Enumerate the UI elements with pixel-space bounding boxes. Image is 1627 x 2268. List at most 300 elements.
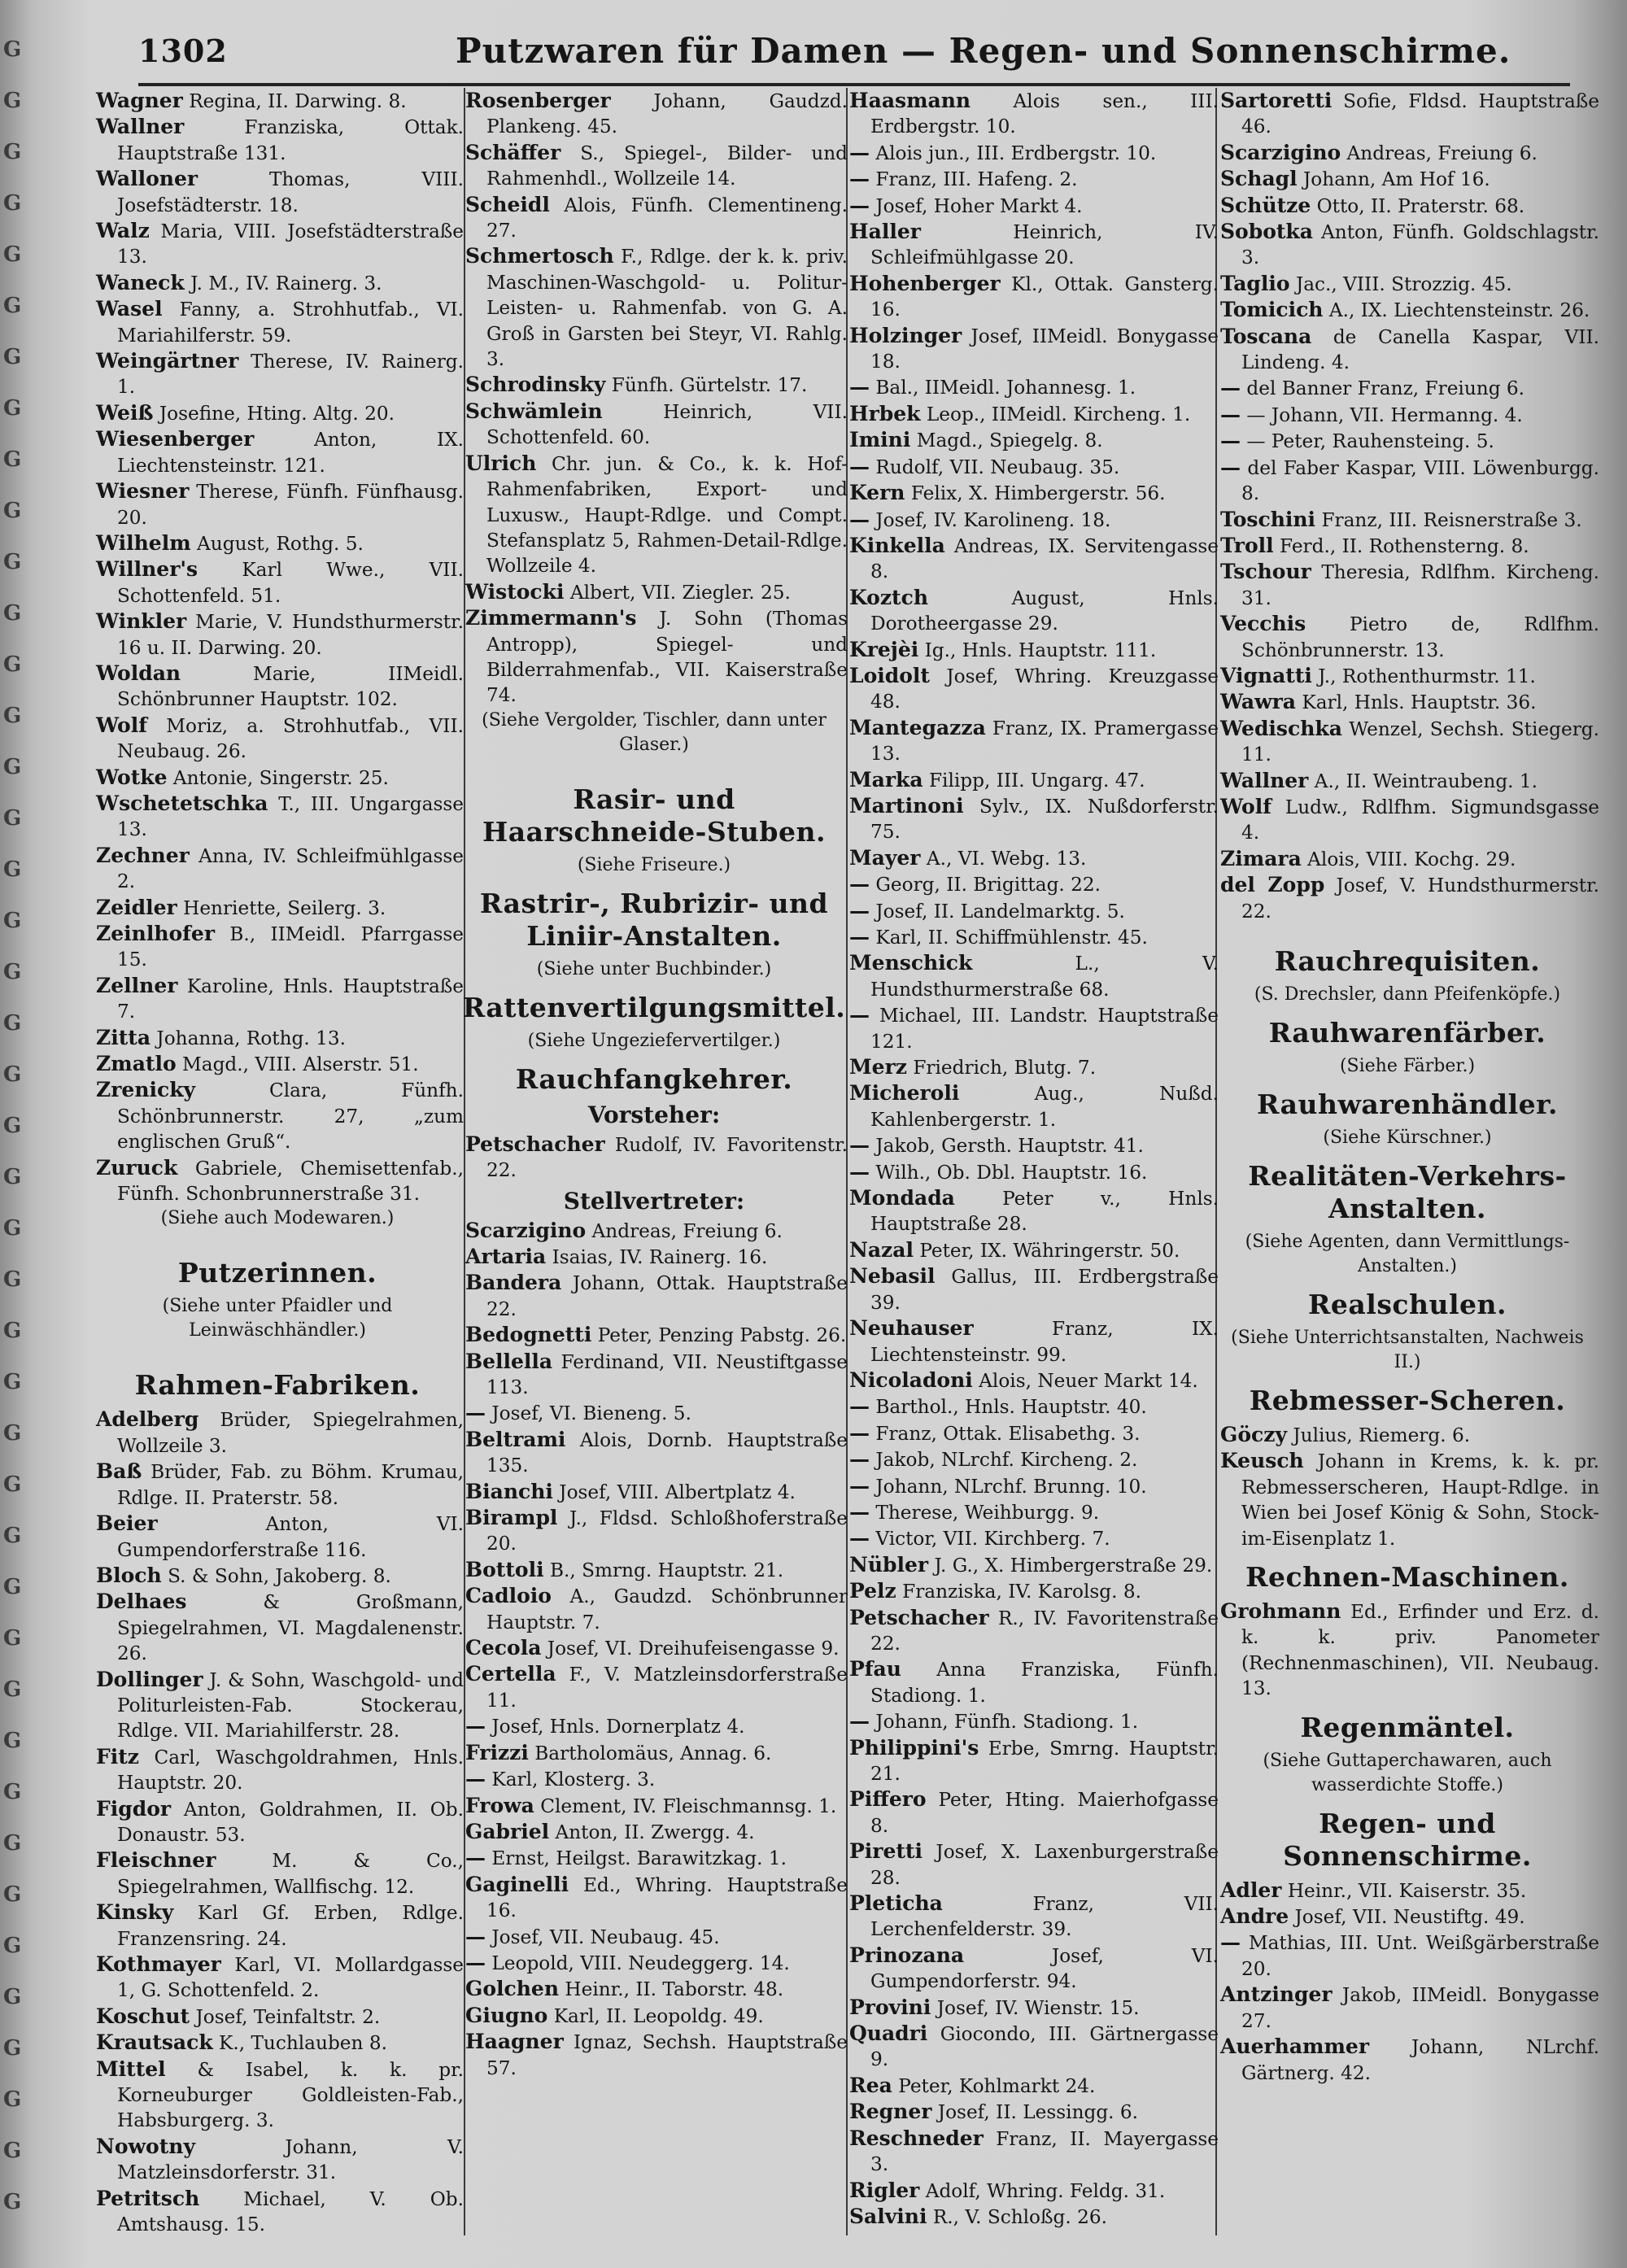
directory-entry bbox=[91, 556, 464, 608]
section-heading: Regen- und Sonnenschirme. bbox=[1283, 1807, 1532, 1872]
column-4 bbox=[1215, 88, 1599, 2244]
section-heading: Putzerinnen. bbox=[177, 1257, 377, 1289]
edge-mark: G bbox=[3, 1626, 22, 1651]
entry-name: Bellella bbox=[465, 1349, 553, 1373]
entry-name: Rigler bbox=[849, 2178, 920, 2202]
entry-name: — bbox=[1220, 455, 1241, 479]
entry-name: Fleischner bbox=[96, 1848, 216, 1873]
entry-name: — bbox=[849, 898, 870, 922]
entry-details: Josef, Hoher Markt 4. bbox=[875, 194, 1083, 217]
edge-mark: G bbox=[3, 1831, 22, 1856]
directory-entry bbox=[1215, 872, 1599, 924]
entry-name: Tomicich bbox=[1220, 298, 1324, 322]
edge-mark: G bbox=[3, 806, 22, 831]
entry-details: Leop., IIMeidl. Kircheng. 1. bbox=[926, 403, 1191, 425]
entry-details: Josef, VI. Dreihufeisengasse 9. bbox=[547, 1638, 840, 1660]
directory-entry bbox=[844, 1525, 1219, 1551]
entry-name: Wiesner bbox=[96, 479, 190, 504]
entry-name: Zeidler bbox=[96, 895, 177, 919]
entry-details: Otto, II. Praterstr. 68. bbox=[1316, 194, 1525, 217]
entry-details: Josef, V. Hundsthurmerstr. 22. bbox=[1241, 874, 1599, 922]
entry-details: Alois, VIII. Kochg. 29. bbox=[1307, 848, 1516, 870]
edge-mark: G bbox=[3, 2190, 22, 2214]
entry-details: J., Rothenthurmstr. 11. bbox=[1318, 665, 1536, 687]
directory-entry bbox=[844, 1054, 1219, 1080]
directory-entry bbox=[844, 454, 1219, 480]
entry-name: Rosenberger bbox=[465, 89, 611, 112]
entry-name: Cadloio bbox=[465, 1584, 552, 1608]
directory-entry bbox=[844, 166, 1219, 192]
entry-name: Wagner bbox=[96, 89, 183, 112]
entry-details: Anton, Goldrahmen, II. Ob. Donaustr. 53. bbox=[117, 1798, 464, 1846]
directory-entry bbox=[460, 1872, 848, 1924]
entry-details: Rudolf, IV. Favoritenstr. 22. bbox=[486, 1133, 848, 1182]
entry-details: Johann, NLrchf. Brunng. 10. bbox=[875, 1475, 1147, 1498]
cross-reference-note: (Siehe unter Buchbinder.) bbox=[536, 958, 772, 979]
edge-mark: G bbox=[3, 447, 22, 472]
entry-details: S. & Sohn, Jakoberg. 8. bbox=[168, 1564, 391, 1587]
entry-details: & Großmann, Spiegelrahmen, VI. Magdalenenstr. 26. bbox=[117, 1591, 464, 1665]
entry-name: del Zopp bbox=[1220, 873, 1325, 897]
directory-entry bbox=[1215, 1422, 1599, 1448]
entry-details: Karl, Hnls. Hauptstr. 36. bbox=[1302, 691, 1537, 714]
entry-details: Alois sen., III. Erdbergstr. 10. bbox=[870, 90, 1219, 138]
cross-reference-note: (Siehe Friseure.) bbox=[577, 854, 731, 875]
entry-details: Anna, IV. Schleifmühlgasse 2. bbox=[117, 844, 464, 893]
entry-name: Vecchis bbox=[1220, 612, 1306, 636]
directory-entry bbox=[460, 1583, 848, 1635]
entry-name: Nicoladoni bbox=[849, 1367, 973, 1392]
entry-name: Martinoni bbox=[849, 793, 964, 818]
entry-name: Mantegazza bbox=[849, 715, 986, 739]
entry-name: Willner's bbox=[96, 557, 198, 582]
entry-name: Petritsch bbox=[96, 2186, 200, 2210]
entry-name: Taglio bbox=[1220, 271, 1290, 295]
entry-name: Wedischka bbox=[1220, 716, 1342, 740]
entry-name: Schagl bbox=[1220, 167, 1298, 191]
cross-reference-note: (Siehe Kürschner.) bbox=[1323, 1127, 1492, 1148]
section-heading: Rasir- und Haarschneide-Stuben. bbox=[482, 783, 826, 848]
section-heading: Rauchrequisiten. bbox=[1274, 945, 1541, 977]
section-heading: Rechnen-Maschinen. bbox=[1245, 1561, 1569, 1594]
directory-entry bbox=[844, 1394, 1219, 1420]
directory-entry bbox=[91, 1744, 464, 1796]
spacer bbox=[91, 1236, 464, 1247]
entry-name: Dollinger bbox=[96, 1667, 203, 1691]
entry-name: — bbox=[849, 1473, 870, 1498]
edge-mark: G bbox=[3, 1472, 22, 1497]
entry-details: Ferd., II. Rothensterng. 8. bbox=[1280, 534, 1529, 557]
entry-details: Ludw., Rdlfhm. Sigmundsgasse 4. bbox=[1241, 796, 1599, 844]
entry-name: Wolf bbox=[1220, 794, 1272, 818]
entry-name: Petschacher bbox=[465, 1132, 605, 1156]
entry-details: Johann, Am Hof 16. bbox=[1303, 168, 1490, 191]
entry-details: Maria, VIII. Josefstädterstraße 13. bbox=[117, 220, 464, 268]
entry-name: Gabriel bbox=[465, 1819, 550, 1843]
entry-name: — bbox=[849, 1394, 870, 1419]
entry-details: Josef, IV. Wienstr. 15. bbox=[936, 1996, 1140, 2019]
entry-name: Merz bbox=[849, 1055, 907, 1079]
entry-details: Josef, VI. Gumpendorferstr. 94. bbox=[870, 1944, 1219, 1993]
entry-details: J., Fldsd. Schloßhoferstraße 20. bbox=[486, 1507, 848, 1555]
entry-details: J. & Sohn, Waschgold- und Politurleisten-Fab. Stockerau, Rdlge. VII. Mariahilferstr. 28. bbox=[117, 1668, 464, 1742]
entry-details: Mathias, III. Unt. Weißgärberstraße 20. bbox=[1241, 1932, 1599, 1980]
entry-details: Ed., Erfinder und Erz. d. k. k. priv. Panometer (Rechnenmaschinen), VII. Neubaug. 13. bbox=[1241, 1601, 1599, 1700]
directory-entry bbox=[91, 426, 464, 478]
directory-entry bbox=[460, 1479, 848, 1505]
entry-details: Aug., Nußd. Kahlenbergerstr. 1. bbox=[870, 1083, 1219, 1131]
entry-name: Schmertosch bbox=[465, 244, 614, 268]
entry-name: Kern bbox=[849, 481, 905, 505]
entry-details: Michael, V. Ob. Amtshausg. 15. bbox=[117, 2187, 464, 2236]
directory-entry bbox=[844, 1891, 1219, 1943]
directory-entry bbox=[91, 1155, 464, 1207]
entry-details: Anton, IX. Liechtensteinstr. 121. bbox=[117, 429, 464, 477]
entry-details: Josef, VII. Neustiftg. 49. bbox=[1294, 1906, 1525, 1929]
directory-entry bbox=[91, 1077, 464, 1154]
entry-name: Piretti bbox=[849, 1839, 923, 1864]
directory-entry bbox=[1215, 716, 1599, 768]
entry-name: Bloch bbox=[96, 1563, 162, 1587]
entry-name: — bbox=[849, 1003, 870, 1027]
entry-name: Pfau bbox=[849, 1657, 901, 1681]
edge-mark: G bbox=[3, 345, 22, 369]
entry-name: Wasel bbox=[96, 297, 163, 321]
entry-details: R., V. Schloßg. 26. bbox=[932, 2205, 1107, 2228]
entry-name: Weingärtner bbox=[96, 349, 239, 373]
directory-entry bbox=[460, 372, 848, 398]
entry-details: Sofie, Fldsd. Hauptstraße 46. bbox=[1241, 90, 1599, 138]
entry-details: K., Tuchlauben 8. bbox=[219, 2032, 387, 2055]
entry-name: Winkler bbox=[96, 609, 187, 634]
entry-name: — bbox=[465, 1767, 486, 1791]
directory-entry bbox=[1215, 375, 1599, 401]
entry-name: Wistocki bbox=[465, 579, 565, 604]
directory-entry bbox=[460, 1218, 848, 1244]
entry-name: Fitz bbox=[96, 1744, 139, 1769]
entry-details: Karl, Klosterg. 3. bbox=[491, 1769, 656, 1791]
entry-details: Johann, Fünfh. Stadiong. 1. bbox=[875, 1711, 1139, 1734]
edge-mark: G bbox=[3, 704, 22, 728]
entry-details: Peter v., Hnls. Hauptstraße 28. bbox=[870, 1188, 1219, 1236]
entry-details: Ed., Whring. Hauptstraße 16. bbox=[486, 1873, 848, 1922]
directory-entry bbox=[91, 2134, 464, 2186]
entry-name: Scarzigino bbox=[1220, 140, 1341, 164]
cross-reference-note: (Siehe Vergolder, Tischler, dann unter Glaser.) bbox=[482, 709, 827, 755]
entry-name: Delhaes bbox=[96, 1590, 187, 1614]
cross-reference-note: (Siehe auch Modewaren.) bbox=[160, 1208, 395, 1229]
entry-details: Franz, III. Reisnerstraße 3. bbox=[1321, 508, 1582, 531]
directory-entry bbox=[844, 427, 1219, 453]
entry-details: Alois jun., III. Erdbergstr. 10. bbox=[875, 142, 1157, 164]
directory-entry bbox=[1215, 794, 1599, 846]
directory-entry bbox=[844, 271, 1219, 323]
edge-mark: G bbox=[3, 89, 22, 113]
cross-reference-note: (Siehe Ungeziefervertilger.) bbox=[527, 1030, 781, 1051]
cross-reference-note: (Siehe Agenten, dann Vermittlungs-Anstalten.) bbox=[1245, 1232, 1570, 1276]
entry-name: Keusch bbox=[1220, 1449, 1304, 1473]
directory-entry bbox=[1215, 193, 1599, 219]
entry-name: Artaria bbox=[465, 1244, 547, 1268]
entry-name: Andre bbox=[1220, 1904, 1289, 1929]
entry-name: Beltrami bbox=[465, 1427, 566, 1451]
entry-name: Frizzi bbox=[465, 1740, 529, 1764]
directory-entry bbox=[460, 1845, 848, 1871]
entry-details: Alois, Dornb. Hauptstraße 135. bbox=[486, 1428, 848, 1477]
entry-details: J. Sohn (Thomas Antropp), Spiegel- und Bilderrahmenfab., VII. Kaiserstraße 74. bbox=[486, 608, 848, 707]
edge-mark: G bbox=[3, 1319, 22, 1343]
directory-entry bbox=[1215, 611, 1599, 663]
directory-entry bbox=[1215, 1904, 1599, 1930]
entry-name: Micheroli bbox=[849, 1081, 960, 1106]
entry-details: Anton, II. Zwergg. 4. bbox=[555, 1821, 755, 1843]
entry-name: Neuhauser bbox=[849, 1316, 974, 1341]
page-edge-marks bbox=[3, 24, 39, 2228]
edge-mark: G bbox=[3, 857, 22, 882]
directory-entry bbox=[844, 1995, 1219, 2021]
entry-details: August, Hnls. Dorotheergasse 29. bbox=[870, 587, 1219, 635]
entry-details: Josef, IV. Karolineng. 18. bbox=[875, 508, 1111, 531]
directory-entry bbox=[460, 1950, 848, 1976]
entry-name: Zechner bbox=[96, 843, 190, 867]
entry-name: Troll bbox=[1220, 533, 1274, 557]
entry-details: Josef, IIMeidl. Bonygasse 18. bbox=[870, 325, 1219, 373]
directory-entry bbox=[1215, 1930, 1599, 1982]
entry-name: Göczy bbox=[1220, 1423, 1287, 1446]
directory-entry bbox=[91, 1407, 464, 1459]
entry-name: Krejèi bbox=[849, 637, 919, 661]
directory-entry bbox=[844, 88, 1219, 140]
directory-entry bbox=[91, 478, 464, 530]
edge-mark: G bbox=[3, 909, 22, 933]
entry-name: Menschick bbox=[849, 951, 973, 975]
spacer bbox=[1215, 924, 1599, 936]
directory-entry bbox=[91, 296, 464, 348]
entry-name: Zuruck bbox=[96, 1155, 178, 1180]
cross-reference-note: (Siehe Unterrichtsanstalten, Nachweis II.) bbox=[1231, 1328, 1584, 1372]
section-heading: Rastrir-, Rubrizir- und Liniir-Anstalten. bbox=[479, 887, 829, 952]
entry-details: Giocondo, III. Gärtnergasse 9. bbox=[870, 2023, 1219, 2071]
entry-details: Magd., Spiegelg. 8. bbox=[916, 430, 1103, 452]
edge-mark: G bbox=[3, 1934, 22, 1958]
directory-entry bbox=[1215, 663, 1599, 689]
directory-entry bbox=[460, 2029, 848, 2081]
entry-details: Jac., VIII. Strozzig. 45. bbox=[1295, 273, 1512, 295]
entry-details: R., IV. Favoritenstraße 22. bbox=[870, 1607, 1219, 1655]
edge-mark: G bbox=[3, 1575, 22, 1599]
edge-mark: G bbox=[3, 652, 22, 677]
entry-name: — bbox=[849, 1133, 870, 1158]
directory-entry bbox=[460, 88, 848, 140]
directory-entry bbox=[844, 1263, 1219, 1315]
directory-entry bbox=[460, 192, 848, 244]
entry-details: Johann, V. Matzleinsdorferstr. 31. bbox=[117, 2135, 464, 2184]
entry-name: Schäffer bbox=[465, 140, 561, 164]
directory-entry bbox=[1215, 559, 1599, 611]
directory-entry bbox=[844, 507, 1219, 533]
entry-details: Therese, Weihburgg. 9. bbox=[875, 1501, 1100, 1524]
entry-details: Heinrich, IV. Schleifmühlgasse 20. bbox=[870, 221, 1219, 269]
edge-mark: G bbox=[3, 1370, 22, 1394]
directory-entry bbox=[460, 579, 848, 605]
directory-entry bbox=[91, 921, 464, 973]
entry-name: — bbox=[849, 1159, 870, 1184]
directory-entry bbox=[460, 1400, 848, 1426]
entry-name: Imini bbox=[849, 428, 911, 452]
edge-mark: G bbox=[3, 396, 22, 421]
entry-details: Theresia, Rdlfhm. Kircheng. 31. bbox=[1241, 561, 1599, 609]
directory-entry bbox=[1215, 1448, 1599, 1551]
entry-details: Marie, IIMeidl. Schönbrunner Hauptstr. 102. bbox=[117, 662, 464, 711]
edge-mark: G bbox=[3, 294, 22, 318]
directory-entry bbox=[91, 1511, 464, 1563]
edge-mark: G bbox=[3, 1780, 22, 1804]
entry-details: Brüder, Spiegelrahmen, Wollzeile 3. bbox=[117, 1409, 464, 1457]
directory-entry bbox=[844, 2073, 1219, 2099]
entry-details: del Banner Franz, Freiung 6. bbox=[1246, 377, 1525, 400]
entry-name: Kinkella bbox=[849, 533, 945, 557]
entry-name: Zitta bbox=[96, 1025, 151, 1049]
entry-details: Franziska, IV. Karolsg. 8. bbox=[902, 1581, 1141, 1603]
directory-entry bbox=[91, 348, 464, 400]
entry-name: Hohenberger bbox=[849, 271, 1001, 295]
entry-name: — bbox=[849, 1526, 870, 1551]
edge-mark: G bbox=[3, 37, 22, 62]
edge-mark: G bbox=[3, 1985, 22, 2009]
entry-name: Vignatti bbox=[1220, 663, 1312, 687]
entry-details: Bartholomäus, Annag. 6. bbox=[534, 1742, 772, 1764]
edge-mark: G bbox=[3, 242, 22, 267]
edge-mark: G bbox=[3, 1267, 22, 1292]
entry-details: Henriette, Seilerg. 3. bbox=[183, 896, 386, 919]
entry-name: — bbox=[849, 167, 870, 191]
entry-name: Salvini bbox=[849, 2204, 927, 2228]
directory-entry bbox=[1215, 455, 1599, 507]
section-subheading: Vorsteher: bbox=[587, 1101, 721, 1128]
entry-name: Reschneder bbox=[849, 2126, 984, 2150]
directory-entry bbox=[91, 1667, 464, 1744]
directory-entry bbox=[844, 1002, 1219, 1054]
entry-name: Mittel bbox=[96, 2056, 166, 2081]
entry-name: — bbox=[849, 140, 870, 164]
entry-details: L., V. Hundsthurmerstraße 68. bbox=[870, 953, 1219, 1001]
entry-details: A., VI. Webg. 13. bbox=[926, 847, 1087, 870]
entry-details: Friedrich, Blutg. 7. bbox=[913, 1057, 1097, 1079]
section-heading: Rattenvertilgungsmittel. bbox=[462, 991, 846, 1023]
directory-entry bbox=[844, 1499, 1219, 1525]
entry-name: Figdor bbox=[96, 1796, 172, 1821]
entry-name: Beier bbox=[96, 1511, 158, 1536]
entry-details: B., Smrng. Hauptstr. 21. bbox=[549, 1559, 784, 1581]
entry-details: Johann in Krems, k. k. pr. Rebmesserscheren, Haupt-Rdlge. in Wien bei Josef König & Sohn, Stock-im-Eisenplatz 1. bbox=[1241, 1450, 1599, 1550]
entry-name: Bedognetti bbox=[465, 1323, 592, 1347]
entry-details: Johann, NLrchf. Gärtnerg. 42. bbox=[1241, 2036, 1599, 2084]
entry-details: Andreas, Freiung 6. bbox=[591, 1219, 783, 1242]
directory-entry bbox=[1215, 140, 1599, 166]
edge-mark: G bbox=[3, 2087, 22, 2112]
entry-name: — bbox=[465, 1714, 486, 1738]
directory-entry bbox=[1215, 689, 1599, 715]
entry-name: Grohmann bbox=[1220, 1599, 1341, 1624]
directory-entry bbox=[91, 713, 464, 765]
directory-entry bbox=[844, 924, 1219, 950]
edge-mark: G bbox=[3, 601, 22, 626]
entry-name: Haasmann bbox=[849, 89, 971, 112]
entry-name: Wschetetschka bbox=[96, 791, 268, 815]
section-heading: Realschulen. bbox=[1307, 1289, 1507, 1320]
entry-name: Regner bbox=[849, 2100, 932, 2124]
entry-details: Therese, IV. Rainerg. 1. bbox=[117, 351, 464, 399]
entry-details: Peter, Penzing Pabstg. 26. bbox=[597, 1324, 847, 1347]
directory-entry bbox=[91, 973, 464, 1025]
edge-mark: G bbox=[3, 191, 22, 216]
entry-details: Erbe, Smrng. Hauptstr. 21. bbox=[870, 1737, 1219, 1785]
directory-entry bbox=[460, 1635, 848, 1661]
entry-name: — bbox=[849, 193, 870, 217]
entry-name: Scheidl bbox=[465, 192, 550, 216]
entry-name: Golchen bbox=[465, 1977, 560, 2001]
entry-name: Nübler bbox=[849, 1552, 929, 1577]
cross-reference-note: (Siehe unter Pfaidler und Leinwäschhändler.) bbox=[162, 1296, 393, 1341]
entry-details: Franz, III. Hafeng. 2. bbox=[875, 168, 1078, 191]
entry-details: M. & Co., Spiegelrahmen, Wallfischg. 12. bbox=[117, 1850, 464, 1898]
entry-details: Heinr., VII. Kaiserstr. 35. bbox=[1287, 1879, 1527, 1902]
directory-entry bbox=[844, 898, 1219, 924]
directory-entry bbox=[460, 140, 848, 192]
entry-details: Clara, Fünfh. Schönbrunnerstr. 27, „zum englischen Gruß“. bbox=[117, 1079, 464, 1154]
section-heading: Regenmäntel. bbox=[1300, 1711, 1515, 1743]
entry-name: Adler bbox=[1220, 1878, 1282, 1902]
directory-entry bbox=[1215, 2034, 1599, 2086]
directory-entry bbox=[91, 1847, 464, 1899]
directory-entry bbox=[460, 451, 848, 579]
entry-name: Mayer bbox=[849, 845, 921, 870]
entry-name: Wallner bbox=[1220, 768, 1309, 792]
directory-entry bbox=[91, 791, 464, 843]
entry-details: Franz, II. Mayergasse 3. bbox=[870, 2127, 1219, 2176]
entry-name: Quadri bbox=[849, 2022, 928, 2046]
entry-details: Antonie, Singerstr. 25. bbox=[172, 766, 389, 789]
entry-name: Provini bbox=[849, 1995, 931, 2019]
section-heading: Rahmen-Fabriken. bbox=[134, 1369, 421, 1402]
entry-name: Nebasil bbox=[849, 1264, 936, 1289]
directory-entry bbox=[844, 1132, 1219, 1158]
entry-name: — bbox=[849, 507, 870, 531]
directory-entry bbox=[844, 533, 1219, 585]
entry-details: S., Spiegel-, Bilder- und Rahmenhdl., Wollzeile 14. bbox=[486, 142, 848, 190]
entry-details: Karl, II. Leopoldg. 49. bbox=[553, 2004, 764, 2027]
entry-name: Wolf bbox=[96, 713, 147, 737]
directory-entry bbox=[460, 1132, 848, 1184]
entry-name: Toscana bbox=[1220, 324, 1312, 348]
directory-entry bbox=[91, 843, 464, 895]
directory-entry bbox=[844, 1605, 1219, 1657]
entry-name: Zellner bbox=[96, 973, 178, 997]
directory-entry bbox=[460, 399, 848, 451]
directory-entry bbox=[1215, 846, 1599, 872]
entry-details: J. G., X. Himbergerstraße 29. bbox=[934, 1554, 1213, 1577]
entry-details: Felix, X. Himbergerstr. 56. bbox=[910, 482, 1166, 505]
entry-details: Peter, Hting. Maierhofgasse 8. bbox=[870, 1789, 1219, 1837]
directory-entry bbox=[1215, 428, 1599, 454]
entry-name: Kinsky bbox=[96, 1900, 174, 1925]
entry-details: Josef, Whring. Kreuzgasse 48. bbox=[870, 665, 1219, 713]
edge-mark: G bbox=[3, 960, 22, 984]
entry-details: Michael, III. Landstr. Hauptstraße 121. bbox=[870, 1005, 1219, 1053]
directory-entry bbox=[460, 1819, 848, 1845]
edge-mark: G bbox=[3, 550, 22, 574]
entry-details: Barthol., Hnls. Hauptstr. 40. bbox=[875, 1396, 1147, 1419]
